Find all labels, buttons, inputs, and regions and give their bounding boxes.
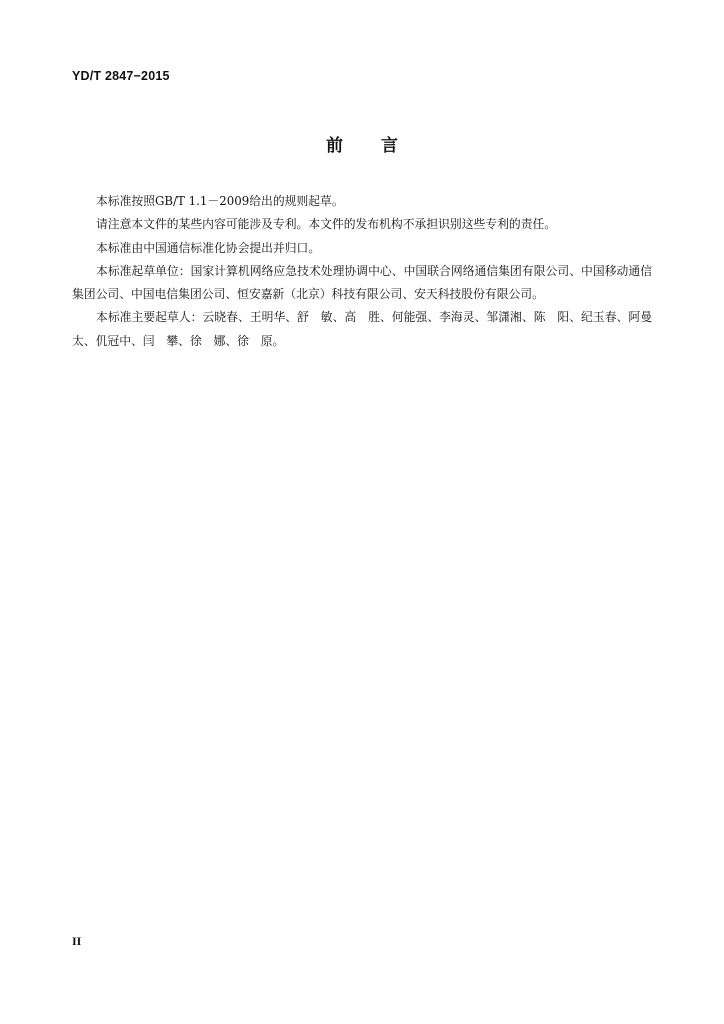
section-title (0, 131, 724, 156)
document-code: YD/T 2847−2015 (72, 69, 170, 83)
foreword-body (72, 190, 652, 353)
section-title-char-2: 言 (381, 136, 398, 156)
paragraph-principal-drafters: 本标准主要起草人：云晓春、王明华、舒 敏、高 胜、何能强、李海灵、邹潇湘、陈 阳、纪玉春、阿曼太、仉冠中、闫 攀、徐 娜、徐 原。 (72, 310, 652, 348)
paragraph-drafting-organizations: 本标准起草单位：国家计算机网络应急技术处理协调中心、中国联合网络通信集团有限公司、中国移动通信集团公司、中国电信集团公司、恒安嘉新（北京）科技有限公司、安天科技股份有限公司。 (72, 263, 652, 302)
paragraph-proposer: 本标准由中国通信标准化协会提出并归口。 (96, 240, 321, 255)
paragraph-patent-notice: 请注意本文件的某些内容可能涉及专利。本文件的发布机构不承担识别这些专利的责任。 (96, 217, 557, 232)
paragraph-drafting-rules: 本标准按照GB/T 1.1－2009给出的规则起草。 (96, 194, 344, 208)
section-title-char-1: 前 (326, 136, 343, 156)
page-number: II (72, 934, 82, 948)
